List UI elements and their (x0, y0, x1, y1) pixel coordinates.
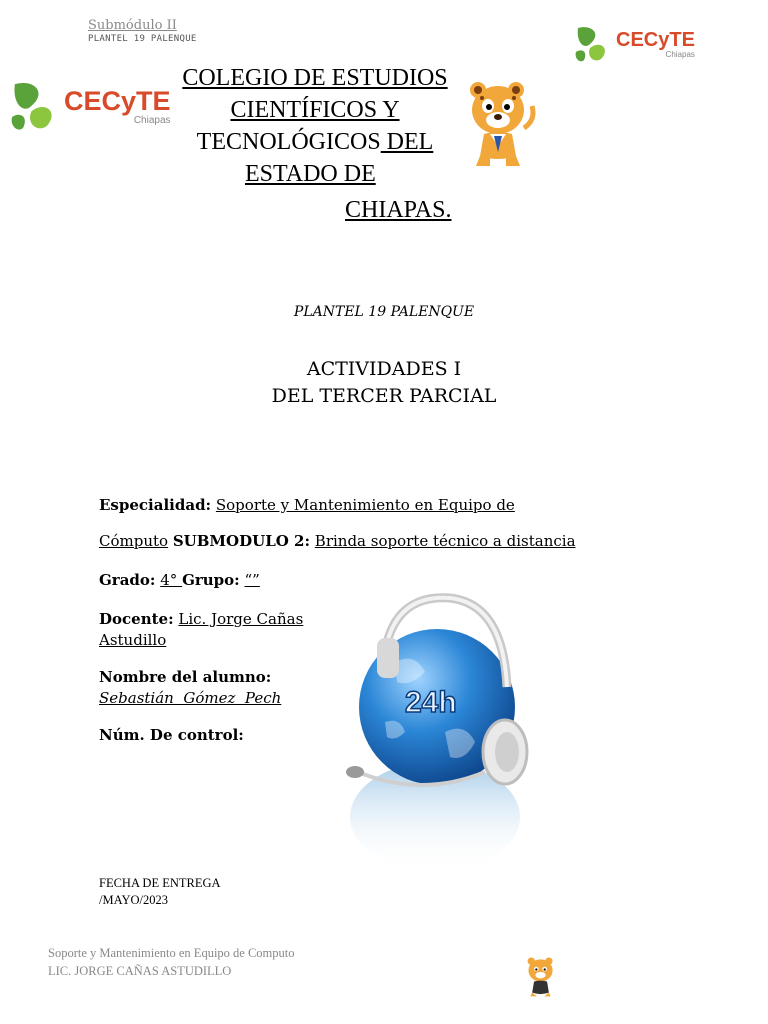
title-line-3b: DEL (380, 129, 434, 155)
cecyte-logo-top-right (572, 22, 695, 66)
cecyte-leaf-icon (6, 76, 62, 136)
submodule-label: SUBMODULO 2: (172, 532, 311, 550)
teacher-row (99, 609, 303, 651)
footer-line-2: LIC. JORGE CAÑAS ASTUDILLO (48, 964, 232, 978)
specialty-row-2 (99, 532, 576, 550)
activity-line-2: DEL TERCER PARCIAL (271, 385, 497, 407)
school-title (150, 62, 480, 226)
cecyte-leaf-icon (572, 22, 612, 66)
grade-row (99, 571, 260, 589)
student-row (99, 667, 281, 709)
grade-value: 4° (160, 571, 183, 589)
control-row (99, 726, 244, 744)
control-label: Núm. De control: (99, 726, 244, 744)
footer-line-1: Soporte y Mantenimiento en Equipo de Computo (48, 946, 295, 960)
title-line-1: COLEGIO DE ESTUDIOS (182, 65, 448, 91)
teacher-label: Docente: (99, 610, 174, 628)
specialty-value-cont: Cómputo (99, 532, 169, 550)
title-line-4: ESTADO DE (245, 161, 376, 187)
specialty-value: Soporte y Mantenimiento en Equipo de (215, 496, 515, 514)
header-plantel: PLANTEL 19 PALENQUE (88, 34, 197, 44)
student-label: Nombre del alumno: (99, 668, 272, 686)
jaguar-mascot-small-icon (522, 950, 560, 1002)
support-globe-illustration (325, 592, 535, 880)
delivery-label: FECHA DE ENTREGA (99, 876, 221, 890)
title-line-2: CIENTÍFICOS Y (230, 97, 400, 123)
teacher-value: Lic. Jorge Cañas (178, 610, 304, 628)
header-submodule: Submódulo II (88, 18, 177, 33)
activity-line-1: ACTIVIDADES I (306, 358, 462, 380)
title-line-5: CHIAPAS. (345, 197, 452, 223)
title-line-3a: TECNOLÓGICOS (196, 129, 381, 155)
teacher-value-cont: Astudillo (99, 631, 167, 649)
jaguar-mascot-icon (458, 76, 540, 168)
plantel-name: PLANTEL 19 PALENQUE (293, 304, 475, 320)
logo-state: Chiapas (665, 49, 695, 59)
submodule-value: Brinda soporte técnico a distancia (314, 532, 576, 550)
badge-24h: 24h (405, 686, 457, 719)
logo-text: CECyTE (64, 85, 171, 116)
delivery-value: /MAYO/2023 (99, 893, 168, 907)
footer (48, 944, 295, 980)
logo-text: CECyTE (616, 28, 695, 51)
logo-state: Chiapas (133, 114, 171, 126)
student-value: Sebastián Gómez Pech (99, 689, 282, 707)
group-label: Grupo: (182, 571, 240, 589)
specialty-row-1 (99, 496, 515, 514)
grade-label: Grado: (99, 571, 156, 589)
specialty-label: Especialidad: (99, 496, 212, 514)
delivery-date (99, 875, 221, 909)
group-value: “” (244, 571, 260, 589)
activity-title (0, 356, 768, 410)
cecyte-logo-left (6, 76, 171, 136)
